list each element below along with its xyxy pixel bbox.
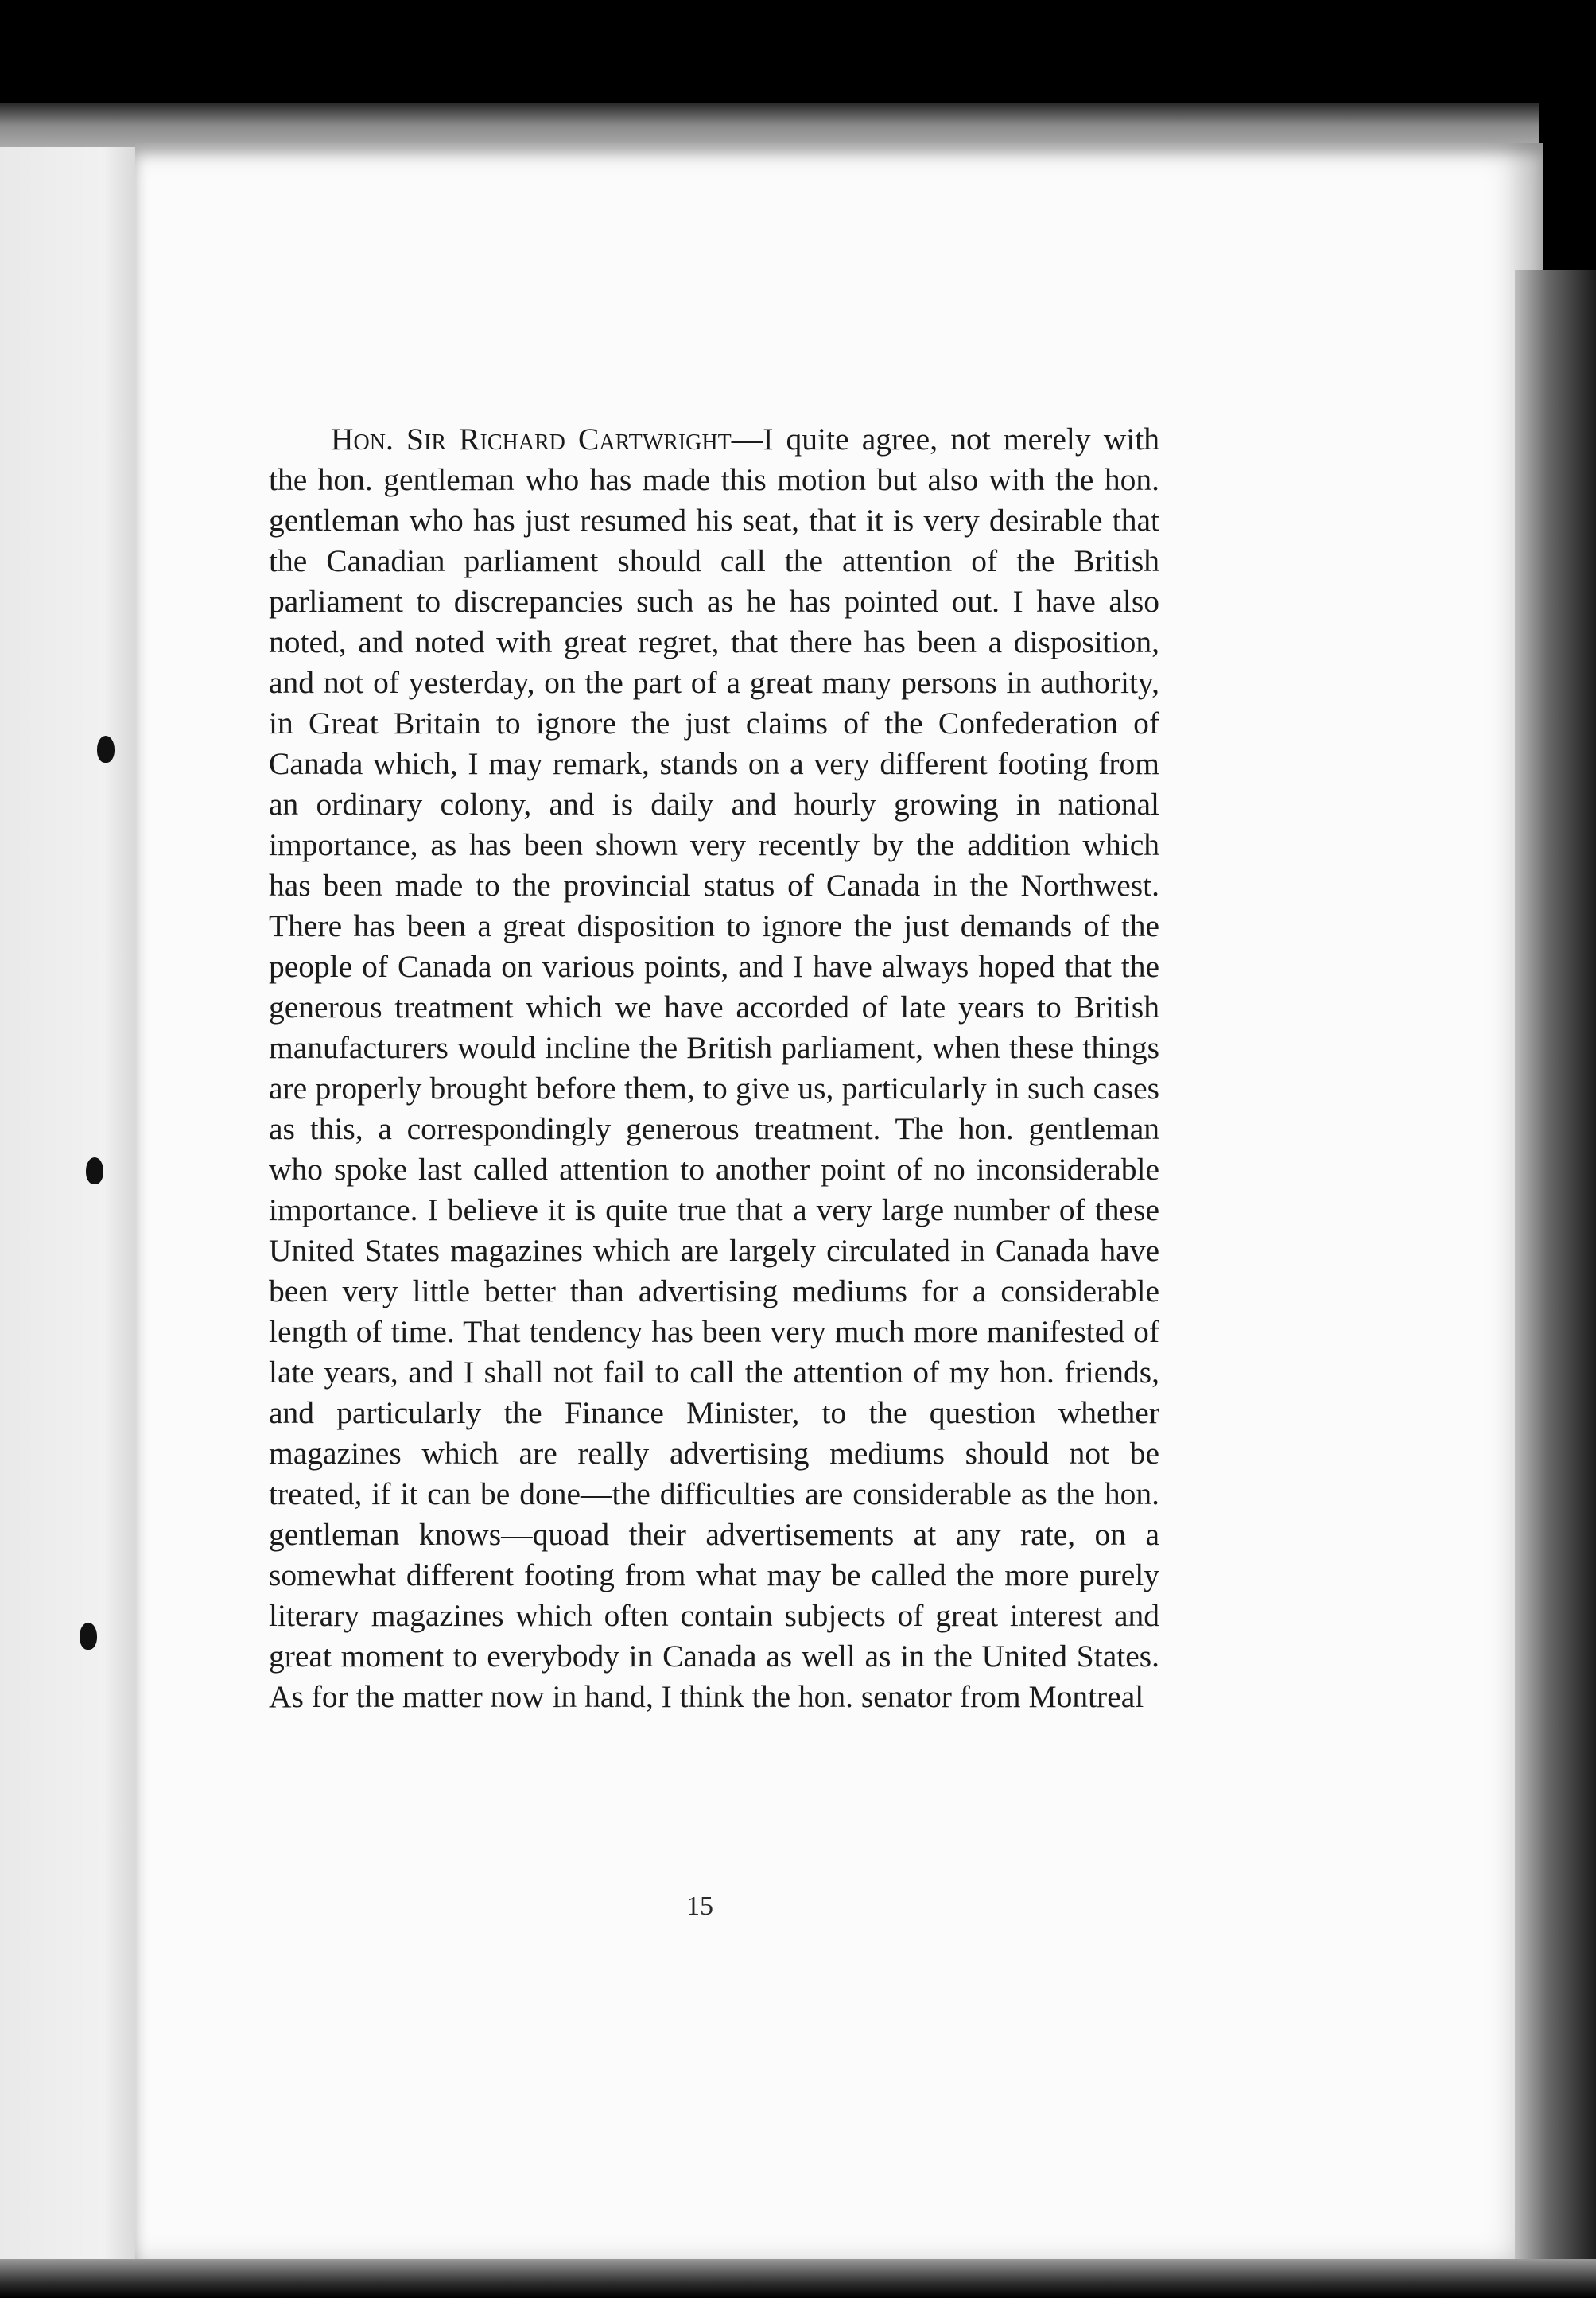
margin-ink-mark bbox=[80, 1623, 97, 1650]
bottom-page-edge bbox=[0, 2259, 1596, 2298]
body-paragraph bbox=[269, 419, 1159, 1717]
page-number: 15 bbox=[686, 1892, 713, 1921]
margin-ink-mark bbox=[86, 1157, 103, 1184]
right-page-edge bbox=[1515, 270, 1596, 2298]
facing-page-edge bbox=[0, 147, 147, 2263]
paragraph-text: —I quite agree, not merely with the hon. gentleman who has made this motion but also with the hon. gentleman who has just resumed his seat, that it is very desirable that the Canadian parliament should call the attention of the British parliament to discrepancies such as he has pointed out. I have also noted, and noted with great regret, that there has been a disposition, and not of yesterday, on the part of a great many persons in authority, in Great Britain to ignore the just claims of the Confederation of Canada which, I may remark, stands on a very different footing from an ordinary colony, and is daily and hourly growing in national importance, as has been shown very recently by the addition which has been made to the provincial status of Canada in the Northwest. There has been a great disposition to ignore the just demands of the people of Canada on various points, and I have always hoped that the generous treatment which we have accorded of late years to British manufacturers would incline the British parliament, when these things are properly brought before them, to give us, particularly in such cases as this, a correspondingly generous treatment. The hon. gentleman who spoke last called attention to another point of no inconsiderable importance. I believe it is quite true that a very large number of these United States magazines which are largely circulated in Canada have been very little better than advertising mediums for a considerable length of time. That tendency has been very much more manifested of late years, and I shall not fail to call the attention of my hon. friends, and particularly the Finance Minister, to the question whether magazines which are really advertising mediums should not be treated, if it can be done—the difficulties are considerable as the hon. gentleman knows—quoad their advertisements at any rate, on a somewhat different footing from what may be called the more purely literary magazines which often contain subjects of great interest and great moment to everybody in Canada as well as in the United States. As for the matter now in hand, I think the hon. senator from Montreal bbox=[269, 422, 1160, 1714]
speaker-name: Hon. Sir Richard Cartwright bbox=[331, 422, 732, 457]
margin-ink-mark bbox=[97, 736, 115, 763]
